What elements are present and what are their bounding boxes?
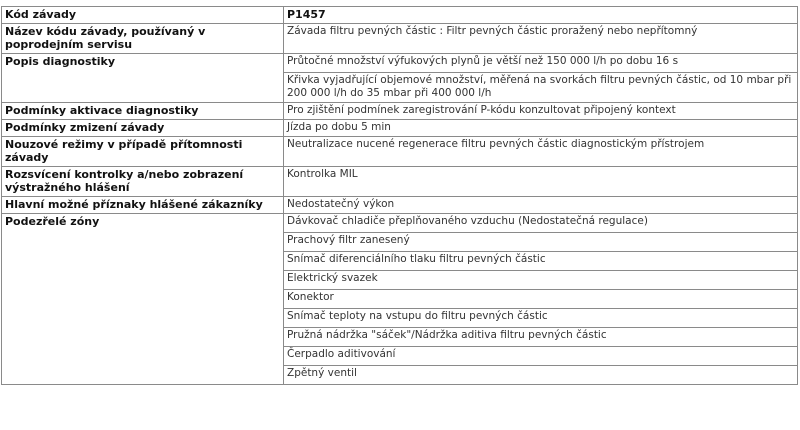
activation-label: Podmínky aktivace diagnostiky: [2, 103, 284, 120]
symptoms-label: Hlavní možné příznaky hlášené zákazníky: [2, 197, 284, 214]
table-row-fault-code: [2, 7, 798, 24]
warning-label: Rozsvícení kontrolky a/nebo zobrazení výstražného hlášení: [2, 167, 284, 197]
table-row-warning: [2, 167, 798, 197]
table-row-suspect-zone: [2, 214, 798, 233]
fault-code-value: P1457: [284, 7, 798, 24]
suspect-zone-item: Pružná nádržka "sáček"/Nádržka aditiva filtru pevných částic: [284, 328, 798, 347]
emergency-value: Neutralizace nucené regenerace filtru pevných částic diagnostickým přístrojem: [284, 137, 798, 167]
code-name-label: Název kódu závady, používaný v poprodejním servisu: [2, 24, 284, 54]
suspect-zone-item: Snímač diferenciálního tlaku filtru pevných částic: [284, 252, 798, 271]
code-name-value: Závada filtru pevných částic : Filtr pevných částic proražený nebo nepřítomný: [284, 24, 798, 54]
suspect-zone-item: Konektor: [284, 290, 798, 309]
description-value-2: Křivka vyjadřující objemové množství, měřená na svorkách filtru pevných částic, od 10 mbar při 200 000 l/h do 35 mbar při 400 000 l/h: [284, 73, 798, 103]
description-value-1: Průtočné množství výfukových plynů je větší než 150 000 l/h po dobu 16 s: [284, 54, 798, 73]
table-row-symptoms: [2, 197, 798, 214]
fault-code-label: Kód závady: [2, 7, 284, 24]
disappearance-value: Jízda po dobu 5 min: [284, 120, 798, 137]
suspect-zone-item: Dávkovač chladiče přeplňovaného vzduchu (Nedostatečná regulace): [284, 214, 798, 233]
description-label: Popis diagnostiky: [2, 54, 284, 103]
suspect-zone-item: Elektrický svazek: [284, 271, 798, 290]
table-row-activation: [2, 103, 798, 120]
table-row-description: [2, 54, 798, 73]
fault-code-table: [1, 6, 798, 385]
emergency-label: Nouzové režimy v případě přítomnosti závady: [2, 137, 284, 167]
disappearance-label: Podmínky zmizení závady: [2, 120, 284, 137]
warning-value: Kontrolka MIL: [284, 167, 798, 197]
suspect-zone-item: Zpětný ventil: [284, 366, 798, 385]
table-row-emergency: [2, 137, 798, 167]
activation-value: Pro zjištění podmínek zaregistrování P-kódu konzultovat připojený kontext: [284, 103, 798, 120]
suspect-zone-item: Čerpadlo aditivování: [284, 347, 798, 366]
suspect-zone-item: Snímač teploty na vstupu do filtru pevných částic: [284, 309, 798, 328]
suspect-zones-label: Podezřelé zóny: [2, 214, 284, 385]
symptoms-value: Nedostatečný výkon: [284, 197, 798, 214]
table-row-code-name: [2, 24, 798, 54]
suspect-zone-item: Prachový filtr zanesený: [284, 233, 798, 252]
table-row-disappearance: [2, 120, 798, 137]
